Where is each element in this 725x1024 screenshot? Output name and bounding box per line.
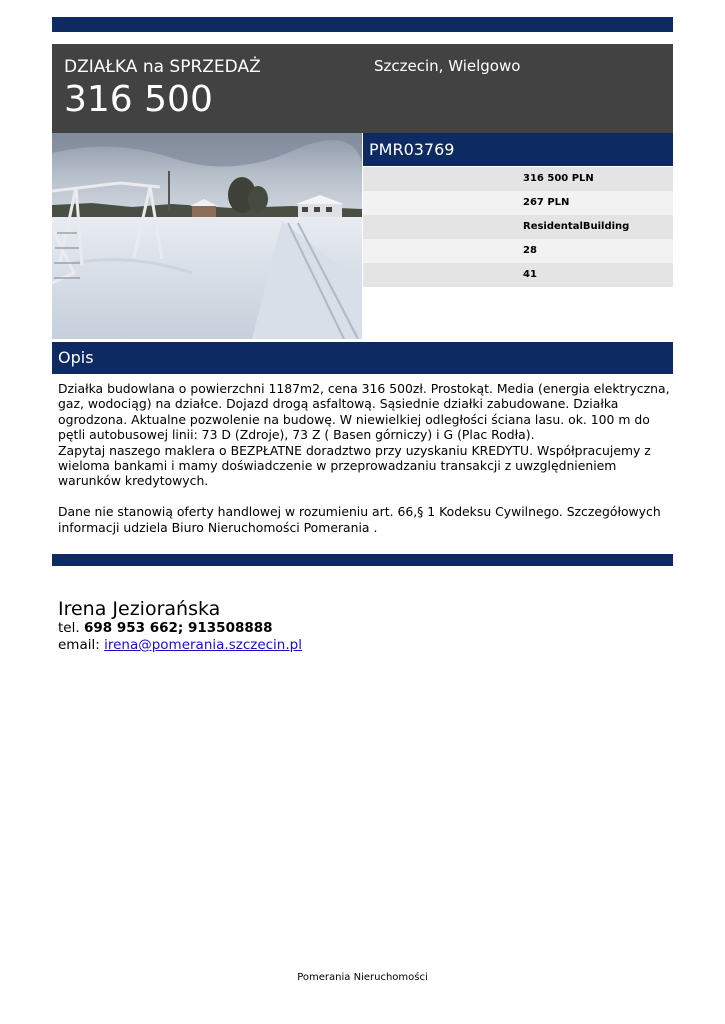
listing-type: DZIAŁKA na SPRZEDAŻ xyxy=(64,57,261,77)
property-photo xyxy=(52,133,362,339)
details-row xyxy=(363,167,673,191)
description-section xyxy=(58,381,670,535)
description-heading: Opis xyxy=(58,348,94,367)
details-value: 267 PLN xyxy=(523,197,570,208)
reference-bar xyxy=(363,133,673,166)
details-table xyxy=(363,167,673,287)
details-value: 28 xyxy=(523,245,537,256)
details-row xyxy=(363,263,673,287)
details-row xyxy=(363,215,673,239)
details-row xyxy=(363,239,673,263)
details-row xyxy=(363,191,673,215)
listing-price: 316 500 xyxy=(64,79,213,120)
agent-name: Irena Jeziorańska xyxy=(58,598,221,620)
agent-contact xyxy=(58,598,658,654)
top-decorative-bar xyxy=(52,17,673,32)
agent-phone-line xyxy=(58,620,658,637)
agent-email-line xyxy=(58,637,658,654)
reference-number: PMR03769 xyxy=(369,140,455,159)
details-value: 41 xyxy=(523,269,537,280)
details-value: 316 500 PLN xyxy=(523,173,594,184)
legal-disclaimer: Dane nie stanowią oferty handlowej w rozumieniu art. 66,§ 1 Kodeksu Cywilnego. Szczegółowych informacji udziela Biuro Nieruchomości Pomerania . xyxy=(58,504,661,535)
email-link[interactable]: irena@pomerania.szczecin.pl xyxy=(104,637,302,653)
listing-header xyxy=(52,44,673,133)
listing-location: Szczecin, Wielgowo xyxy=(374,57,521,75)
description-body: Działka budowlana o powierzchni 1187m2, cena 316 500zł. Prostokąt. Media (energia elektryczna, gaz, wodociąg) na działce. Dojazd drogą asfaltową. Sąsiednie działki zabudowane. Działka ogrodzona. Aktualne pozwolenie na budowę. W niewielkiej odległości ściana lasu. ok. 100 m do pętli autobusowej linii: 73 D (Zdroje), 73 Z ( Basen górniczy) i G (Plac Rodła). Zapytaj naszego maklera o BEZPŁATNE doradztwo przy uzyskaniu KREDYTU. Współpracujemy z wieloma bankami i mamy doświadczenie w przeprowadzaniu transakcji z uwzględnieniem warunków kredytowych. xyxy=(58,381,670,489)
phone-number: 698 953 662; 913508888 xyxy=(83,620,273,636)
details-value: ResidentalBuilding xyxy=(523,221,630,232)
email-label: email: xyxy=(58,637,100,653)
section-divider-bar xyxy=(52,554,673,566)
phone-label: tel. xyxy=(58,620,80,636)
footer-company: Pomerania Nieruchomości xyxy=(297,972,428,983)
description-heading-bar xyxy=(52,342,673,374)
